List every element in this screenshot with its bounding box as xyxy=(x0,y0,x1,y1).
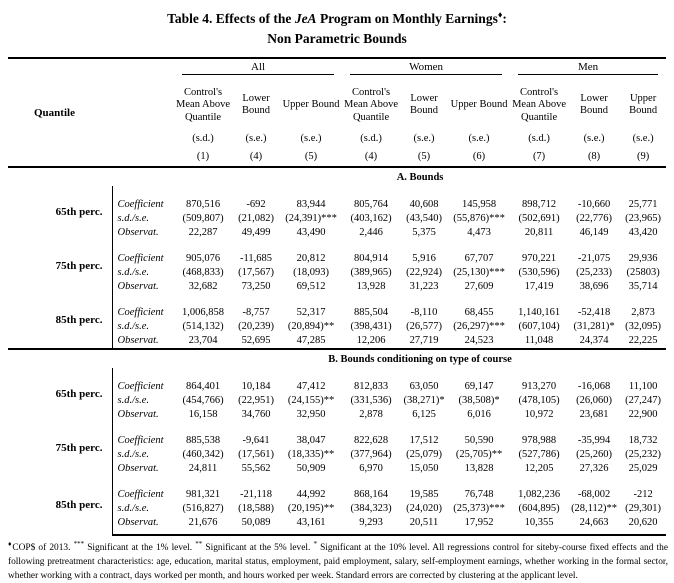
stat-row-label: s.d./s.e. xyxy=(112,212,174,226)
value-cell: (607,104) xyxy=(518,321,560,333)
col-header-men-mean xyxy=(510,75,568,146)
value-cell: -10,660 xyxy=(577,199,611,211)
value-cell: 970,221 xyxy=(522,253,557,265)
value-cell: 31,223 xyxy=(409,281,439,293)
value-cell: -21,075 xyxy=(577,253,611,265)
value-cell: 24,663 xyxy=(568,516,620,535)
stat-row-label: Observat. xyxy=(112,408,174,422)
value-cell: 5,375 xyxy=(412,227,436,239)
value-cell: 12,206 xyxy=(356,335,386,347)
value-cell: (26,297)*** xyxy=(453,321,505,333)
col-number: (1) xyxy=(196,150,210,162)
col-header-all-lower xyxy=(232,75,280,146)
value-cell: 24,811 xyxy=(188,463,218,475)
panel-header-row xyxy=(8,167,666,186)
col-subtitle: (s.e.) xyxy=(632,133,654,145)
col-subtitle: (s.e.) xyxy=(245,133,267,145)
value-cell: (604,895) xyxy=(518,503,560,515)
value-cell: (25,233) xyxy=(576,267,612,279)
value-cell: 50,909 xyxy=(296,463,326,475)
value-cell: 24,374 xyxy=(579,335,609,347)
value-cell: 68,455 xyxy=(464,307,494,319)
value-cell: 22,287 xyxy=(188,227,218,239)
value-cell: 6,125 xyxy=(412,409,436,421)
value-cell: 15,050 xyxy=(409,463,439,475)
group-header-men xyxy=(510,58,666,75)
value-cell: 27,326 xyxy=(579,463,609,475)
footnote-stars-5pct: ** xyxy=(195,539,203,548)
value-cell: 20,511 xyxy=(400,516,448,535)
stat-row-label: s.d./s.e. xyxy=(112,394,174,408)
value-cell: (389,965) xyxy=(350,267,392,279)
table-title xyxy=(8,8,666,50)
value-cell: 5,916 xyxy=(412,253,436,265)
value-cell: 804,914 xyxy=(353,253,389,265)
value-cell: 2,446 xyxy=(359,227,383,239)
data-row-coefficient xyxy=(8,368,666,394)
value-cell: (23,965) xyxy=(625,213,662,225)
value-cell: 9,293 xyxy=(342,516,400,535)
value-cell: (514,132) xyxy=(182,321,224,333)
col-title: Control's Mean Above Quantile xyxy=(176,86,230,123)
value-cell: 38,047 xyxy=(296,435,326,447)
group-label-women: Women xyxy=(350,61,502,75)
footnote-text: Significant at the 1% level. xyxy=(84,543,196,554)
data-row-coefficient xyxy=(8,240,666,266)
value-cell: (18,335)** xyxy=(287,449,335,461)
value-cell: (18,588) xyxy=(238,503,274,515)
value-cell: 6,970 xyxy=(359,463,383,475)
value-cell: (20,894)** xyxy=(287,321,335,333)
value-cell: (331,536) xyxy=(350,395,392,407)
value-cell: -9,641 xyxy=(242,435,270,447)
col-title: Lower Bound xyxy=(410,92,439,117)
value-cell: 17,419 xyxy=(524,281,554,293)
value-cell: (25,232) xyxy=(625,449,662,461)
data-row-coefficient xyxy=(8,186,666,212)
footnote-diamond-mark: ♦ xyxy=(8,539,13,548)
stat-row-label: Observat. xyxy=(112,334,174,349)
value-cell: 69,512 xyxy=(296,281,326,293)
value-cell: (32,095) xyxy=(625,321,662,333)
value-cell: (468,833) xyxy=(182,267,224,279)
value-cell: (22,924) xyxy=(406,267,442,279)
value-cell: 23,704 xyxy=(188,335,218,347)
value-cell: -212 xyxy=(633,489,653,501)
col-number: (4) xyxy=(364,150,378,162)
quantile-label: 65th perc. xyxy=(55,388,103,401)
col-header-women-mean xyxy=(342,75,400,146)
value-cell: (403,162) xyxy=(350,213,392,225)
value-cell: 27,609 xyxy=(464,281,494,293)
value-cell: 24,523 xyxy=(464,335,494,347)
value-cell: (24,391)*** xyxy=(285,213,337,225)
value-cell: 22,225 xyxy=(628,335,658,347)
value-cell: (22,776) xyxy=(576,213,612,225)
value-cell: 10,355 xyxy=(510,516,568,535)
value-cell: (25,373)*** xyxy=(453,503,505,515)
value-cell: -8,110 xyxy=(410,307,438,319)
panel-header-spacer xyxy=(8,167,174,186)
value-cell: (25,705)** xyxy=(455,449,503,461)
value-cell: -11,685 xyxy=(240,253,272,265)
bounds-table xyxy=(8,57,666,536)
value-cell: 13,928 xyxy=(356,281,386,293)
value-cell: 4,473 xyxy=(467,227,491,239)
value-cell: (478,105) xyxy=(518,395,560,407)
value-cell: 10,184 xyxy=(241,381,271,393)
value-cell: 43,420 xyxy=(628,227,658,239)
value-cell: (25,260) xyxy=(576,449,612,461)
quantile-label: 85th perc. xyxy=(55,498,103,511)
col-title: Control's Mean Above Quantile xyxy=(344,86,398,123)
group-header-all xyxy=(174,58,342,75)
value-cell: (25803) xyxy=(626,267,660,279)
value-cell: 13,828 xyxy=(464,463,494,475)
stat-row-label: s.d./s.e. xyxy=(112,502,174,516)
title-line2: Non Parametric Bounds xyxy=(267,31,407,47)
value-cell: 1,006,858 xyxy=(182,307,225,319)
quantile-column-header: Quantile xyxy=(34,106,75,119)
value-cell: (527,786) xyxy=(518,449,560,461)
value-cell: 46,149 xyxy=(579,227,609,239)
col-subtitle: (s.d.) xyxy=(360,133,382,145)
stat-row-label: Coefficient xyxy=(112,422,174,448)
col-number: (5) xyxy=(304,150,318,162)
value-cell: (17,567) xyxy=(238,267,274,279)
col-subtitle: (s.e.) xyxy=(583,133,605,145)
value-cell: 11,100 xyxy=(628,381,658,393)
value-cell: 981,321 xyxy=(185,489,221,501)
value-cell: 812,833 xyxy=(353,381,389,393)
value-cell: 20,620 xyxy=(620,516,666,535)
value-cell: 43,161 xyxy=(280,516,342,535)
value-cell: -68,002 xyxy=(577,489,611,501)
panel-header-spacer xyxy=(8,349,174,368)
value-cell: 52,695 xyxy=(241,335,271,347)
value-cell: (25,130)*** xyxy=(453,267,505,279)
value-cell: 805,764 xyxy=(353,199,389,211)
footnote xyxy=(8,539,668,583)
value-cell: (20,195)** xyxy=(287,503,335,515)
group-header-row xyxy=(8,58,666,75)
value-cell: (43,540) xyxy=(406,213,442,225)
value-cell: 868,164 xyxy=(353,489,389,501)
col-number: (6) xyxy=(472,150,486,162)
value-cell: 67,707 xyxy=(464,253,494,265)
title-program-name: JeA xyxy=(294,10,317,26)
panel-header-row xyxy=(8,349,666,368)
col-header-women-lower xyxy=(400,75,448,146)
stat-row-label: Coefficient xyxy=(112,186,174,212)
value-cell: 822,628 xyxy=(353,435,389,447)
value-cell: (22,951) xyxy=(238,395,274,407)
value-cell: (24,155)** xyxy=(287,395,335,407)
value-cell: 11,048 xyxy=(524,335,554,347)
footnote-text: Significant at the 10% level. All regressions control for siteby-course fixed effects and the following pretreatment characteristics: age, education, marital status, employment, paid employment, salary, self-employment earnings, whether working in the formal sector, whether working with a contract, days worked per month, and hours worked per week. Standard errors are corrected by clustering at the applicant level. xyxy=(8,543,669,582)
data-row-coefficient xyxy=(8,476,666,502)
value-cell: 29,936 xyxy=(628,253,658,265)
value-cell: 76,748 xyxy=(464,489,494,501)
col-subtitle: (s.e.) xyxy=(413,133,435,145)
value-cell: (25,079) xyxy=(406,449,442,461)
col-header-men-lower xyxy=(568,75,620,146)
value-cell: 47,412 xyxy=(296,381,326,393)
value-cell: 73,250 xyxy=(241,281,271,293)
value-cell: 38,696 xyxy=(579,281,609,293)
quantile-label: 75th perc. xyxy=(55,442,103,455)
value-cell: 20,811 xyxy=(524,227,554,239)
title-part2: Program on Monthly Earnings xyxy=(316,10,498,26)
value-cell: 43,490 xyxy=(296,227,326,239)
value-cell: -21,118 xyxy=(240,489,272,501)
col-header-men-upper xyxy=(620,75,666,146)
value-cell: (18,093) xyxy=(293,267,329,279)
value-cell: (454,766) xyxy=(182,395,224,407)
value-cell: (29,301) xyxy=(625,503,662,515)
footnote-stars-1pct: *** xyxy=(73,539,85,548)
value-cell: 69,147 xyxy=(464,381,494,393)
value-cell: (509,807) xyxy=(182,213,224,225)
value-cell: -35,994 xyxy=(577,435,611,447)
group-header-women xyxy=(342,58,510,75)
value-cell: 50,089 xyxy=(232,516,280,535)
stat-row-label: Observat. xyxy=(112,462,174,476)
value-cell: 22,900 xyxy=(628,409,658,421)
footnote-text: COP$ of 2013. xyxy=(12,543,74,554)
value-cell: (516,827) xyxy=(182,503,224,515)
value-cell: 6,016 xyxy=(467,409,491,421)
col-title: Control's Mean Above Quantile xyxy=(512,86,567,123)
col-title: Upper Bound xyxy=(629,92,658,117)
value-cell: 27,719 xyxy=(409,335,439,347)
stat-row-label: Coefficient xyxy=(112,476,174,502)
title-colon: : xyxy=(502,10,507,26)
value-cell: 44,992 xyxy=(296,489,326,501)
group-label-all: All xyxy=(182,61,334,75)
value-cell: 1,082,236 xyxy=(518,489,561,501)
value-cell: 83,944 xyxy=(296,199,326,211)
col-title: Upper Bound xyxy=(450,99,508,111)
col-subtitle: (s.e.) xyxy=(468,133,490,145)
value-cell: 55,562 xyxy=(241,463,271,475)
value-cell: 17,952 xyxy=(448,516,510,535)
value-cell: 898,712 xyxy=(522,199,557,211)
value-cell: (55,876)*** xyxy=(453,213,505,225)
value-cell: 21,676 xyxy=(174,516,232,535)
title-diamond-mark: ♦ xyxy=(497,9,503,19)
col-subtitle: (s.e.) xyxy=(300,133,322,145)
col-title: Lower Bound xyxy=(242,92,271,117)
value-cell: 913,270 xyxy=(522,381,557,393)
quantile-label: 85th perc. xyxy=(55,314,103,327)
col-header-women-upper xyxy=(448,75,510,146)
value-cell: (398,431) xyxy=(350,321,392,333)
value-cell: 50,590 xyxy=(464,435,494,447)
value-cell: -692 xyxy=(246,199,266,211)
table-header xyxy=(8,58,666,167)
value-cell: 23,681 xyxy=(579,409,609,421)
value-cell: 19,585 xyxy=(409,489,439,501)
value-cell: 49,499 xyxy=(241,227,271,239)
value-cell: 864,401 xyxy=(185,381,221,393)
value-cell: 12,205 xyxy=(524,463,554,475)
stat-row-label: s.d./s.e. xyxy=(112,320,174,334)
value-cell: 35,714 xyxy=(628,281,658,293)
value-cell: 17,512 xyxy=(409,435,439,447)
value-cell: 2,873 xyxy=(631,307,655,319)
col-header-all-mean xyxy=(174,75,232,146)
panel-label: B. Bounds conditioning on type of course xyxy=(174,349,666,368)
footnote-stars-10pct: * xyxy=(313,539,317,548)
value-cell: 34,760 xyxy=(241,409,271,421)
value-cell: (460,342) xyxy=(182,449,224,461)
value-cell: 2,878 xyxy=(359,409,383,421)
value-cell: 32,950 xyxy=(296,409,326,421)
value-cell: (26,060) xyxy=(576,395,612,407)
value-cell: 978,988 xyxy=(522,435,557,447)
col-number: (9) xyxy=(636,150,650,162)
panel-label: A. Bounds xyxy=(396,172,444,184)
value-cell: -8,757 xyxy=(242,307,270,319)
value-cell: 885,504 xyxy=(353,307,389,319)
value-cell: 16,158 xyxy=(188,409,218,421)
value-cell: 52,317 xyxy=(296,307,326,319)
value-cell: 47,285 xyxy=(296,335,326,347)
value-cell: (530,596) xyxy=(518,267,560,279)
col-title: Upper Bound xyxy=(282,99,340,111)
title-part1: Table 4. Effects of the xyxy=(167,10,295,26)
data-row-coefficient xyxy=(8,294,666,320)
value-cell: 18,732 xyxy=(628,435,658,447)
value-cell: (28,112)** xyxy=(571,503,618,515)
data-row-coefficient xyxy=(8,422,666,448)
value-cell: 870,516 xyxy=(185,199,221,211)
col-title: Lower Bound xyxy=(580,92,609,117)
value-cell: (21,082) xyxy=(238,213,274,225)
value-cell: 25,771 xyxy=(628,199,658,211)
col-number: (7) xyxy=(532,150,546,162)
value-cell: 1,140,161 xyxy=(518,307,561,319)
stat-row-label: s.d./s.e. xyxy=(112,448,174,462)
col-number: (8) xyxy=(587,150,601,162)
value-cell: (31,281)* xyxy=(573,321,615,333)
col-number: (4) xyxy=(249,150,263,162)
value-cell: (377,964) xyxy=(350,449,392,461)
value-cell: (26,577) xyxy=(406,321,442,333)
value-cell: (38,271)* xyxy=(403,395,445,407)
col-subtitle: (s.d.) xyxy=(528,133,550,145)
quantile-label: 75th perc. xyxy=(55,260,103,273)
col-subtitle: (s.d.) xyxy=(192,133,214,145)
group-label-men: Men xyxy=(518,61,658,75)
value-cell: (502,691) xyxy=(518,213,560,225)
quantile-label: 65th perc. xyxy=(55,206,103,219)
stat-row-label: Observat. xyxy=(112,226,174,240)
value-cell: (384,323) xyxy=(350,503,392,515)
value-cell: 10,972 xyxy=(524,409,554,421)
value-cell: -16,068 xyxy=(577,381,611,393)
value-cell: (20,239) xyxy=(238,321,274,333)
col-header-all-upper xyxy=(280,75,342,146)
value-cell: (38,508)* xyxy=(458,395,500,407)
value-cell: 25,029 xyxy=(628,463,658,475)
value-cell: 20,812 xyxy=(296,253,326,265)
value-cell: 32,682 xyxy=(188,281,218,293)
value-cell: 63,050 xyxy=(409,381,439,393)
value-cell: -52,418 xyxy=(577,307,611,319)
value-cell: (27,247) xyxy=(625,395,662,407)
value-cell: 885,538 xyxy=(185,435,221,447)
title-line1 xyxy=(167,11,507,26)
value-cell: 40,608 xyxy=(409,199,439,211)
value-cell: (17,561) xyxy=(238,449,274,461)
stat-row-label: Observat. xyxy=(112,516,174,535)
col-number: (5) xyxy=(417,150,431,162)
stat-row-label: Observat. xyxy=(112,280,174,294)
stat-row-label: Coefficient xyxy=(112,294,174,320)
value-cell: (24,020) xyxy=(406,503,442,515)
stat-row-label: s.d./s.e. xyxy=(112,266,174,280)
footnote-text: Significant at the 5% level. xyxy=(202,543,314,554)
stat-row-label: Coefficient xyxy=(112,368,174,394)
value-cell: 905,076 xyxy=(185,253,221,265)
stat-row-label: Coefficient xyxy=(112,240,174,266)
value-cell: 145,958 xyxy=(461,199,497,211)
table-body xyxy=(8,167,666,535)
